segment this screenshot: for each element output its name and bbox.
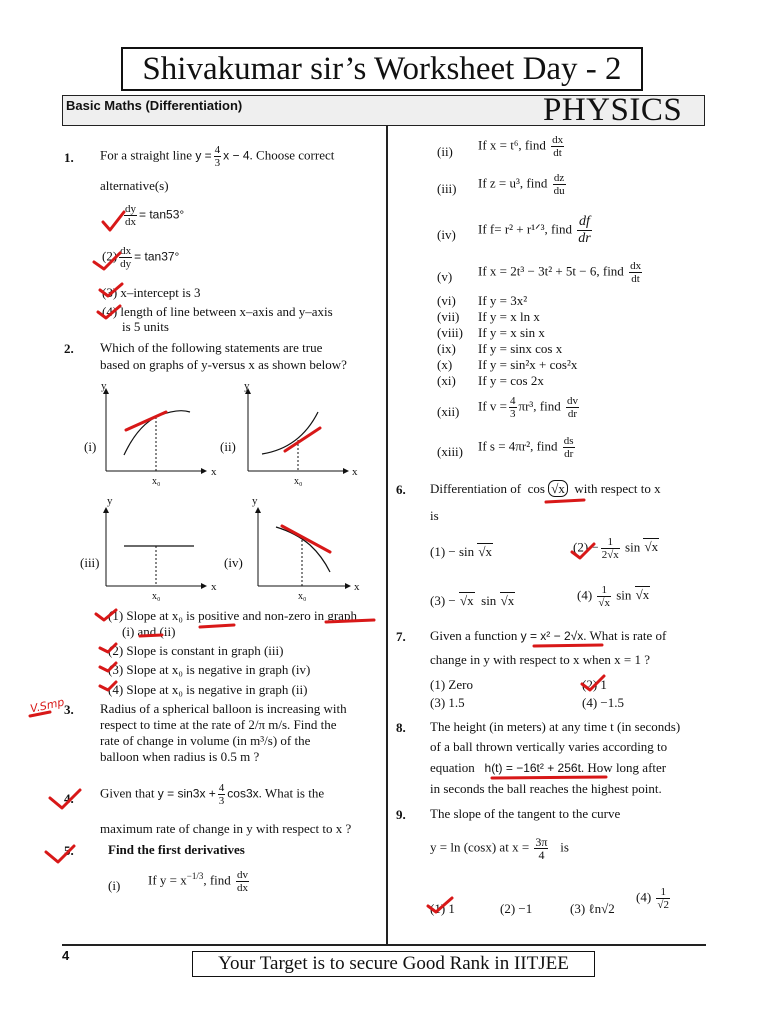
q8-line-4: in seconds the ball reaches the highest point.: [430, 781, 662, 796]
q6-option-2: (2) − $\frac{1}{2√x}$ sin √x: [573, 536, 659, 561]
q5-part-v-label: (v): [437, 269, 453, 284]
q5-part-iv-label: (iv): [437, 227, 456, 242]
graph-ii-label: (ii): [220, 439, 236, 454]
q5-part-ix-label: (ix): [437, 341, 456, 356]
margin-note: V.Smp: [29, 695, 66, 716]
q2-option-3: (3) Slope at x₀ is negative in graph (iv): [108, 662, 311, 677]
q1-stem-2: alternative(s): [100, 178, 169, 193]
footer-rule: [62, 944, 706, 946]
graph-i-x0-label: x₀: [152, 476, 161, 487]
q6-line-2: is: [430, 508, 439, 523]
q5-number: 5.: [64, 843, 74, 858]
q2-option-1: (1) Slope at x₀ is positive and non-zero in graph: [108, 608, 357, 623]
q9-line-1: The slope of the tangent to the curve: [430, 806, 621, 821]
q1-option-4-cont: is 5 units: [122, 319, 169, 334]
q7-number: 7.: [396, 629, 406, 644]
q7-option-2: (2) 1: [582, 677, 607, 692]
q4-line-1: Given that y = sin3x + $\frac{4}{3}$ cos3x. What is the: [100, 782, 325, 807]
q9-option-1: (1) 1: [430, 901, 455, 916]
q1-option-4: (4) length of line between x–axis and y–axis: [102, 304, 333, 319]
graph-i: [106, 389, 206, 471]
underline-cos: [546, 500, 584, 502]
q6-number: 6.: [396, 482, 406, 497]
footer-tagline: Your Target is to secure Good Rank in IITJEE: [192, 951, 595, 977]
q2-option-2: (2) Slope is constant in graph (iii): [108, 643, 284, 658]
q5-part-iii-label: (iii): [437, 181, 457, 196]
graph-ii-y-label: y: [244, 380, 250, 392]
q9-number: 9.: [396, 807, 406, 822]
q8-number: 8.: [396, 720, 406, 735]
q9-option-4: (4) $\frac{1}{√2}$: [636, 886, 669, 911]
graph-iv: [258, 508, 350, 586]
q9-line-2: y = ln (cosx) at x = $\frac{3\pi}{4}$ is: [430, 835, 569, 862]
graph-ii-x0-label: x₀: [294, 476, 303, 487]
q7-option-1: (1) Zero: [430, 677, 473, 692]
graph-i-x-label: x: [211, 466, 217, 478]
graph-i-label: (i): [84, 439, 97, 454]
q6-option-3: (3) − √x sin √x: [430, 593, 515, 608]
q5-part-i: If $y = x^{-1/3}$, find $\frac{dv}{dx}$: [148, 869, 249, 894]
graph-iv-x-label: x: [354, 581, 360, 593]
q1-option-2: (2) $\frac{dx}{dy}$ = tan37°: [102, 245, 180, 270]
underline-positive: [200, 625, 234, 627]
graph-ii: [248, 389, 348, 471]
q5-part-vii-label: (vii): [437, 309, 460, 324]
q5-part-ii-label: (ii): [437, 144, 453, 159]
q3-line-1: Radius of a spherical balloon is increasing with: [100, 701, 347, 716]
q9-option-3: (3) ℓn√2: [570, 901, 615, 916]
q5-part-xii-label: (xii): [437, 404, 460, 419]
graph-iii-x0-label: x₀: [152, 591, 161, 602]
tangent-graph-ii: [285, 428, 320, 451]
q5-part-vii: If y = x ln x: [478, 309, 540, 324]
q2-option-4: (4) Slope at x₀ is negative in graph (ii): [108, 682, 308, 697]
q7-option-3: (3) 1.5: [430, 695, 465, 710]
q5-part-v: If x = 2t³ − 3t² + 5t − 6, find $\frac{dx}{dt}$: [478, 260, 642, 285]
worksheet-title: Shivakumar sir’s Worksheet Day - 2: [121, 47, 643, 91]
graph-ii-x-label: x: [352, 466, 358, 478]
q5-part-ii: If x = t⁶, find $\frac{dx}{dt}$: [478, 134, 564, 159]
q5-part-xii: If v = $\frac{4}{3}$ πr³, find $\frac{dv}{dr}$: [478, 395, 578, 420]
subject-label: PHYSICS: [543, 92, 683, 128]
q5-heading: Find the first derivatives: [108, 842, 245, 857]
q2-option-1-cont: (i) and (ii): [122, 624, 176, 639]
q5-part-xi: If y = cos 2x: [478, 373, 544, 388]
q8-line-2: of a ball thrown vertically varies according to: [430, 739, 668, 754]
q6-line-1: Differentiation of cos √x with respect to x: [430, 481, 661, 496]
graph-iv-label: (iv): [224, 555, 243, 570]
q1-number: 1.: [64, 150, 74, 165]
tangent-graph-i: [126, 412, 166, 430]
tangent-graph-iv: [282, 526, 330, 552]
q2-line-1: Which of the following statements are true: [100, 340, 323, 355]
graph-iii-x-label: x: [211, 581, 217, 593]
q1-option-3: (3) x–intercept is 3: [102, 285, 201, 300]
graph-iii: [106, 508, 206, 586]
q7-line-1: Given a function y = x² − 2√x. What is rate of: [430, 628, 667, 643]
q9-option-2: (2) −1: [500, 901, 533, 916]
q5-part-viii-label: (viii): [437, 325, 463, 340]
q5-part-vi-label: (vi): [437, 293, 456, 308]
graph-iii-label: (iii): [80, 555, 100, 570]
q7-option-4: (4) −1.5: [582, 695, 624, 710]
q1-option-1: $\frac{dy}{dx}$ = tan53°: [125, 203, 185, 228]
q5-part-viii: If y = x sin x: [478, 325, 545, 340]
q5-part-i-label: (i): [108, 878, 121, 893]
graph-iv-x0-label: x₀: [298, 591, 307, 602]
q3-number: 3.: [64, 702, 74, 717]
topic-label: Basic Maths (Differentiation): [66, 98, 243, 113]
q5-part-x-label: (x): [437, 357, 453, 372]
q5-part-xi-label: (xi): [437, 373, 456, 388]
page-number: 4: [62, 948, 70, 963]
q5-part-xiii: If s = 4πr², find $\frac{ds}{dr}$: [478, 435, 574, 460]
graph-i-y-label: y: [101, 380, 107, 392]
q5-part-vi: If y = 3x²: [478, 293, 528, 308]
underline-fn-q8: [492, 777, 606, 778]
underline-fn-q7: [534, 645, 602, 646]
q5-part-x: If y = sin²x + cos²x: [478, 357, 578, 372]
q4-line-2: maximum rate of change in y with respect to x ?: [100, 821, 352, 836]
graph-iv-y-label: y: [252, 495, 258, 507]
q4-number: 4.: [64, 791, 74, 806]
q5-part-iv: If f= r² + r¹ᐟ³, find $\frac{df}{dr}$: [478, 214, 591, 246]
q2-line-2: based on graphs of y-versus x as shown below?: [100, 357, 347, 372]
q5-part-iii: If z = u³, find $\frac{dz}{du}$: [478, 172, 565, 197]
q3-line-2: respect to time at the rate of 2/π m/s. Find the: [100, 717, 337, 732]
q6-option-4: (4) $\frac{1}{√x}$ sin √x: [577, 584, 650, 609]
q8-line-1: The height (in meters) at any time t (in seconds): [430, 719, 681, 734]
q2-number: 2.: [64, 341, 74, 356]
q1-stem: For a straight line y = $\frac{4}{3}$ x − 4. Choose correct: [100, 144, 335, 169]
tick-q1-1: [103, 212, 124, 230]
q6-option-1: (1) − sin √x: [430, 544, 493, 559]
q5-part-xiii-label: (xiii): [437, 444, 463, 459]
q8-line-3: equation h(t) = −16t² + 256t. How long after: [430, 760, 667, 775]
q3-line-3: rate of change in volume (in m³/s) of the: [100, 733, 311, 748]
q7-line-2: change in y with respect to x when x = 1 ?: [430, 652, 650, 667]
column-divider: [386, 126, 388, 944]
q3-line-4: balloon when radius is 0.5 m ?: [100, 749, 260, 764]
graph-iii-y-label: y: [107, 495, 113, 507]
q5-part-ix: If y = sinx cos x: [478, 341, 563, 356]
